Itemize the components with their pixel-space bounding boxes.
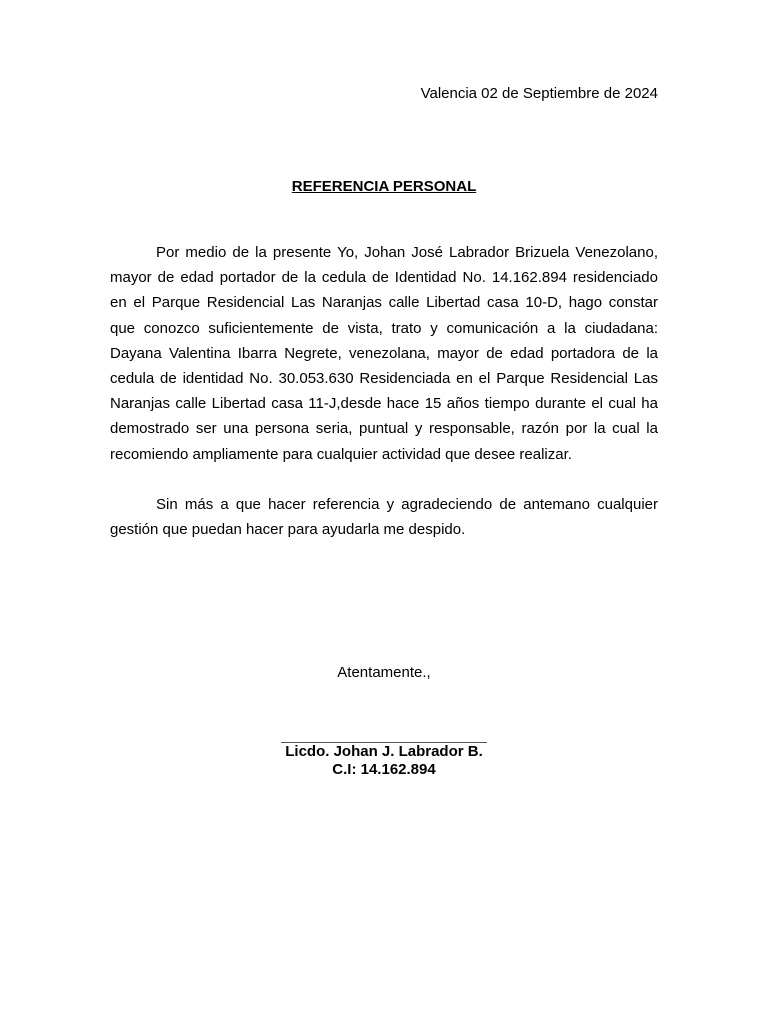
body-paragraph: Por medio de la presente Yo, Johan José Labrador Brizuela Venezolano, mayor de edad portador de la cedula de Identidad No. 14.162.894 residenciado en el Parque Residencial Las Naranjas calle Libertad casa 10-D, hago constar que conozco suficientemente de vista, trato y comunicación a la ciudadana: Dayana Valentina Ibarra Negrete, venezolana, mayor de edad portadora de la cedula de identidad No. 30.053.630 Residenciada en el Parque Residencial Las Naranjas calle Libertad casa 11-J,desde hace 15 años tiempo durante el cual ha demostrado ser una persona seria, puntual y responsable, razón por la cual la recomiendo ampliamente para cualquier actividad que desee realizar. (110, 244, 658, 463)
closing-salutation: Atentamente., (337, 664, 431, 681)
document-body (110, 240, 658, 542)
body-paragraph: Sin más a que hacer referencia y agradeciendo de antemano cualquier gestión que puedan hacer para ayudarla me despido. (110, 495, 658, 539)
signature-id: C.I: 14.162.894 (332, 761, 436, 778)
signature-name: Licdo. Johan J. Labrador B. (285, 743, 483, 760)
document-title: REFERENCIA PERSONAL (291, 178, 477, 195)
document-date: Valencia 02 de Septiembre de 2024 (420, 85, 658, 102)
